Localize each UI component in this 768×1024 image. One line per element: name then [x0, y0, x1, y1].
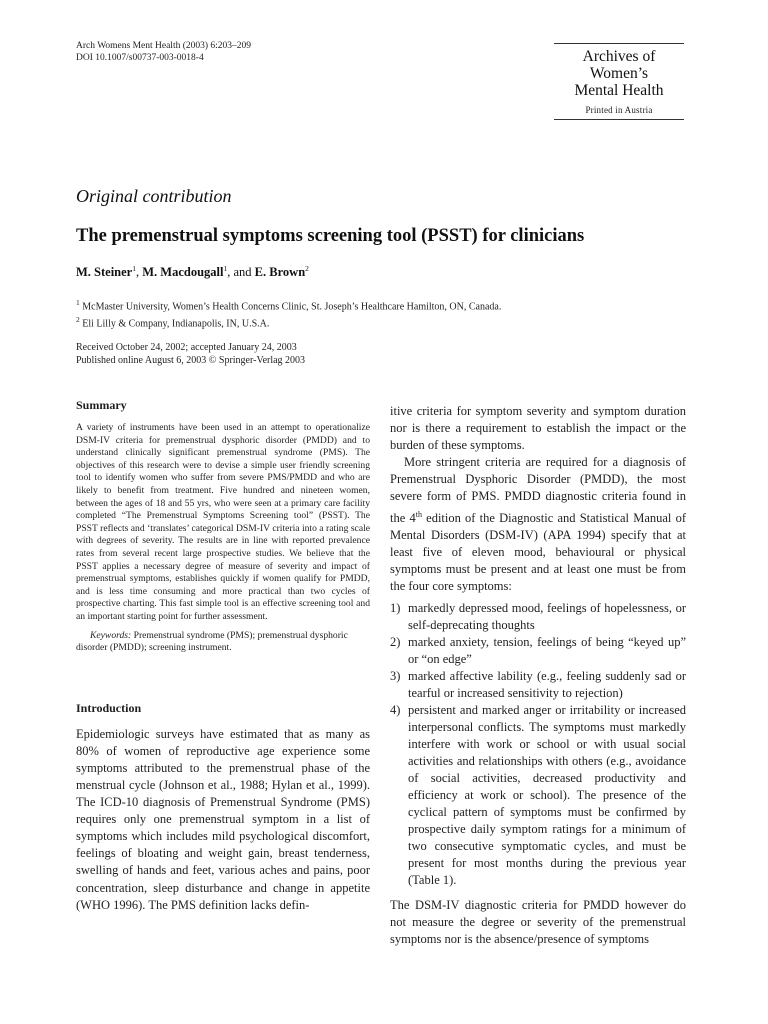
- journal-title-line-2: Women’s: [589, 65, 649, 82]
- affiliation-mark: 1: [76, 298, 80, 307]
- affiliation-1: [76, 296, 501, 313]
- list-number: 4): [390, 703, 401, 718]
- pmdd-paragraph: [390, 454, 686, 595]
- keywords: [76, 630, 370, 655]
- author-affiliation-mark: 1: [132, 264, 136, 273]
- list-number: 3): [390, 669, 401, 684]
- pmdd-paragraph-text: More stringent criteria are required for a diagnosis of Premenstrual Dysphoric Disorder (PMDD), the most severe form of PMS. PMDD diagnostic criteria found in the 4: [390, 455, 686, 525]
- author-name: E. Brown: [254, 265, 306, 280]
- affiliations: [76, 296, 501, 331]
- author-list: [76, 264, 309, 280]
- list-text: marked anxiety, tension, feelings of being “keyed up” or “on edge”: [408, 635, 686, 667]
- article-dates: [76, 342, 305, 367]
- keywords-label: Keywords:: [90, 629, 132, 641]
- left-column: [76, 398, 370, 914]
- list-text: persistent and marked anger or irritability or increased interpersonal conflicts. The symptoms must markedly interfere with work or school or with usual social activities and relationships with others (e.g., avoidance of social activities, decreased productivity and efficiency at work or school). The presence of the cyclical pattern of symptoms must be confirmed by prospective daily symptom ratings for a minimum of two consecutive symptomatic cycles, and must be present for most months during the previous year (Table 1).: [408, 703, 686, 888]
- author-affiliation-mark: 2: [305, 264, 309, 273]
- keywords-text: Premenstrual syndrome (PMS); premenstrual dysphoric disorder (PMDD); screening instrument.: [76, 629, 348, 654]
- right-column: [390, 403, 686, 948]
- list-item: [390, 600, 686, 634]
- author-separator: , and: [227, 265, 255, 280]
- summary-heading: Summary: [76, 398, 127, 412]
- pmdd-paragraph-text: edition of the Diagnostic and Statistical Manual of Mental Disorders (DSM-IV) (APA 1994) specify that at least five of eleven mood, behavioural or physical symptoms must be present and at least one must be from the four core symptoms:: [390, 510, 686, 594]
- list-number: 1): [390, 601, 401, 616]
- journal-citation: [76, 40, 251, 64]
- article-title: The premenstrual symptoms screening tool (PSST) for clinicians: [76, 226, 585, 246]
- affiliation-mark: 2: [76, 315, 80, 325]
- affiliation-text: McMaster University, Women’s Health Concerns Clinic, St. Joseph’s Healthcare Hamilton, ON, Canada.: [82, 301, 502, 313]
- introduction-paragraph: Epidemiologic surveys have estimated that as many as 80% of women of reproductive age experience some symptoms attributed to the premenstrual phase of the menstrual cycle (Johnson et al., 1988; Hylan et al., 1999). The ICD-10 diagnosis of Premenstrual Syndrome (PMS) requires only one premenstrual symptom in a list of symptoms which includes mild psychological discomfort, feelings of bloating and weight gain, breast tenderness, swelling of hands and feet, various aches and pains, poor concentration, sleep disturbance and change in appetite (WHO 1996). The PMS definition lacks defin-: [76, 726, 370, 912]
- list-item: [390, 668, 686, 702]
- journal-title-line-3: Mental Health: [574, 82, 664, 99]
- affiliation-2: [76, 313, 501, 330]
- doi-line: DOI 10.1007/s00737-003-0018-4: [76, 53, 204, 63]
- author-name: M. Macdougall: [142, 265, 224, 280]
- list-item: [390, 634, 686, 668]
- introduction-text: [76, 726, 370, 914]
- printed-in: Printed in Austria: [585, 105, 653, 115]
- ordinal-suffix: th: [415, 509, 422, 519]
- list-text: markedly depressed mood, feelings of hopelessness, or self-deprecating thoughts: [408, 601, 686, 633]
- list-item: [390, 702, 686, 889]
- core-symptoms-list: [390, 600, 686, 889]
- author-name: M. Steiner: [76, 265, 133, 280]
- author-affiliation-mark: 1: [223, 264, 228, 273]
- summary-text: A variety of instruments have been used in an attempt to operationalize DSM-IV criteria for premenstrual dysphoric disorder (PMDD) and to understand clinically significant premenstrual syndrome (PMS). The objectives of this research were to devise a simple user friendly screening tool to identify women who suffer from severe PMS/PMDD and who are likely to benefit from treatment. Five hundred and nineteen women, between the ages of 18 and 55 yrs, who were seen at a primary care facility completed “The Premenstrual Symptoms Screening tool” (PSST). The PSST reflects and ‘translates’ categorical DSM-IV criteria into a rating scale with degrees of severity. The results are in line with reported prevalence rates from several recent large prospective studies. We believe that the PSST applies a necessary degree of measure of severity and impact of premenstrual symptoms, establishes quickly if women qualify for PMDD, and is less time consuming and more practical than two cycles of prospective charting. This fast simple tool is an effective screening tool and an important starting point for further assessment.: [76, 422, 370, 622]
- journal-name-block: [554, 43, 684, 120]
- received-date: Received October 24, 2002; accepted January 24, 2003: [76, 342, 297, 353]
- published-date: Published online August 6, 2003 © Springer-Verlag 2003: [76, 354, 306, 366]
- affiliation-text: Eli Lilly & Company, Indianapolis, IN, U.S.A.: [82, 318, 270, 330]
- introduction-heading: Introduction: [76, 700, 142, 715]
- author-separator: ,: [135, 265, 143, 280]
- journal-title-line-1: Archives of: [582, 48, 656, 65]
- dsm-paragraph: The DSM-IV diagnostic criteria for PMDD however do not measure the degree or severity of the premenstrual symptoms nor is the absence/presence of symptoms: [390, 898, 686, 947]
- list-number: 2): [390, 635, 401, 650]
- list-text: marked affective lability (e.g., feeling suddenly sad or tearful or increased sensitivity to rejection): [408, 669, 686, 701]
- section-type: Original contribution: [76, 186, 232, 206]
- paragraph-continued: itive criteria for symptom severity and symptom duration nor is there a requirement to establish the impact or the burden of these symptoms.: [390, 404, 686, 453]
- citation-line: Arch Womens Ment Health (2003) 6:203–209: [76, 41, 252, 51]
